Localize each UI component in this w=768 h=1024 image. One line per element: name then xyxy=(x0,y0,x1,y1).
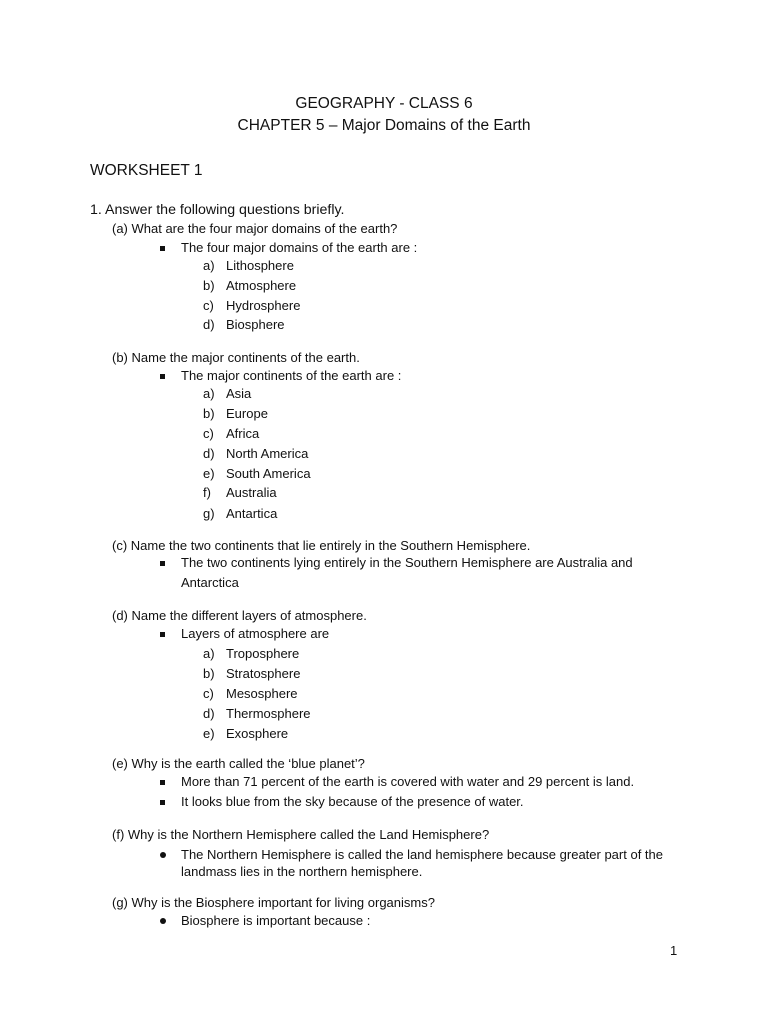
list-item: South America xyxy=(226,466,311,481)
list-letter: b) xyxy=(203,406,215,421)
list-letter: c) xyxy=(203,298,214,313)
square-bullet-icon xyxy=(160,632,165,637)
square-bullet-icon xyxy=(160,800,165,805)
question-b: (b) Name the major continents of the earth. xyxy=(112,350,360,365)
list-item: Biosphere xyxy=(226,317,285,332)
round-bullet-icon xyxy=(160,852,166,858)
question-e: (e) Why is the earth called the ‘blue planet’? xyxy=(112,756,365,771)
answer-f-line2: landmass lies in the northern hemisphere. xyxy=(181,864,423,879)
list-letter: b) xyxy=(203,666,215,681)
list-item: Asia xyxy=(226,386,252,401)
list-letter: d) xyxy=(203,446,215,461)
list-item: Thermosphere xyxy=(226,706,311,721)
chapter-title: CHAPTER 5 – Major Domains of the Earth xyxy=(237,117,531,134)
list-item: North America xyxy=(226,446,309,461)
worksheet-heading: WORKSHEET 1 xyxy=(90,162,203,179)
answer-c-line2: Antarctica xyxy=(181,575,239,590)
list-letter: f) xyxy=(203,485,211,500)
list-item: Europe xyxy=(226,406,268,421)
question-g: (g) Why is the Biosphere important for living organisms? xyxy=(112,895,435,910)
square-bullet-icon xyxy=(160,780,165,785)
answer-c-line1: The two continents lying entirely in the Southern Hemisphere are Australia and xyxy=(181,555,633,570)
list-letter: a) xyxy=(203,386,215,401)
list-item: Hydrosphere xyxy=(226,298,301,313)
question-a: (a) What are the four major domains of the earth? xyxy=(112,221,398,236)
list-item: Mesosphere xyxy=(226,686,298,701)
square-bullet-icon xyxy=(160,374,165,379)
list-item: Exosphere xyxy=(226,726,289,741)
list-letter: a) xyxy=(203,646,215,661)
answer-f-line1: The Northern Hemisphere is called the land hemisphere because greater part of the xyxy=(181,847,663,862)
list-letter: b) xyxy=(203,278,215,293)
question-f: (f) Why is the Northern Hemisphere called the Land Hemisphere? xyxy=(112,827,490,842)
list-letter: g) xyxy=(203,506,215,521)
list-item: Atmosphere xyxy=(226,278,297,293)
list-letter: c) xyxy=(203,686,214,701)
list-item: Australia xyxy=(226,485,277,500)
question-d: (d) Name the different layers of atmosphere. xyxy=(112,608,367,623)
answer-a-bullet: The four major domains of the earth are : xyxy=(181,240,418,255)
answer-b-bullet: The major continents of the earth are : xyxy=(181,368,402,383)
header-title: GEOGRAPHY - CLASS 6 xyxy=(295,95,473,112)
answer-g-bullet: Biosphere is important because : xyxy=(181,913,371,928)
list-letter: d) xyxy=(203,317,215,332)
list-item: Africa xyxy=(226,426,260,441)
list-item: Troposphere xyxy=(226,646,300,661)
answer-e-bullet-1: More than 71 percent of the earth is covered with water and 29 percent is land. xyxy=(181,774,635,789)
list-letter: e) xyxy=(203,726,215,741)
square-bullet-icon xyxy=(160,246,165,251)
list-item: Lithosphere xyxy=(226,258,294,273)
answer-e-bullet-2: It looks blue from the sky because of the presence of water. xyxy=(181,794,524,809)
round-bullet-icon xyxy=(160,918,166,924)
instruction: 1. Answer the following questions briefly. xyxy=(90,202,345,218)
list-letter: a) xyxy=(203,258,215,273)
list-item: Antartica xyxy=(226,506,278,521)
list-letter: e) xyxy=(203,466,215,481)
square-bullet-icon xyxy=(160,561,165,566)
answer-d-bullet: Layers of atmosphere are xyxy=(181,626,330,641)
list-item: Stratosphere xyxy=(226,666,301,681)
list-letter: d) xyxy=(203,706,215,721)
list-letter: c) xyxy=(203,426,214,441)
page-number: 1 xyxy=(670,943,678,958)
question-c: (c) Name the two continents that lie entirely in the Southern Hemisphere. xyxy=(112,538,531,553)
